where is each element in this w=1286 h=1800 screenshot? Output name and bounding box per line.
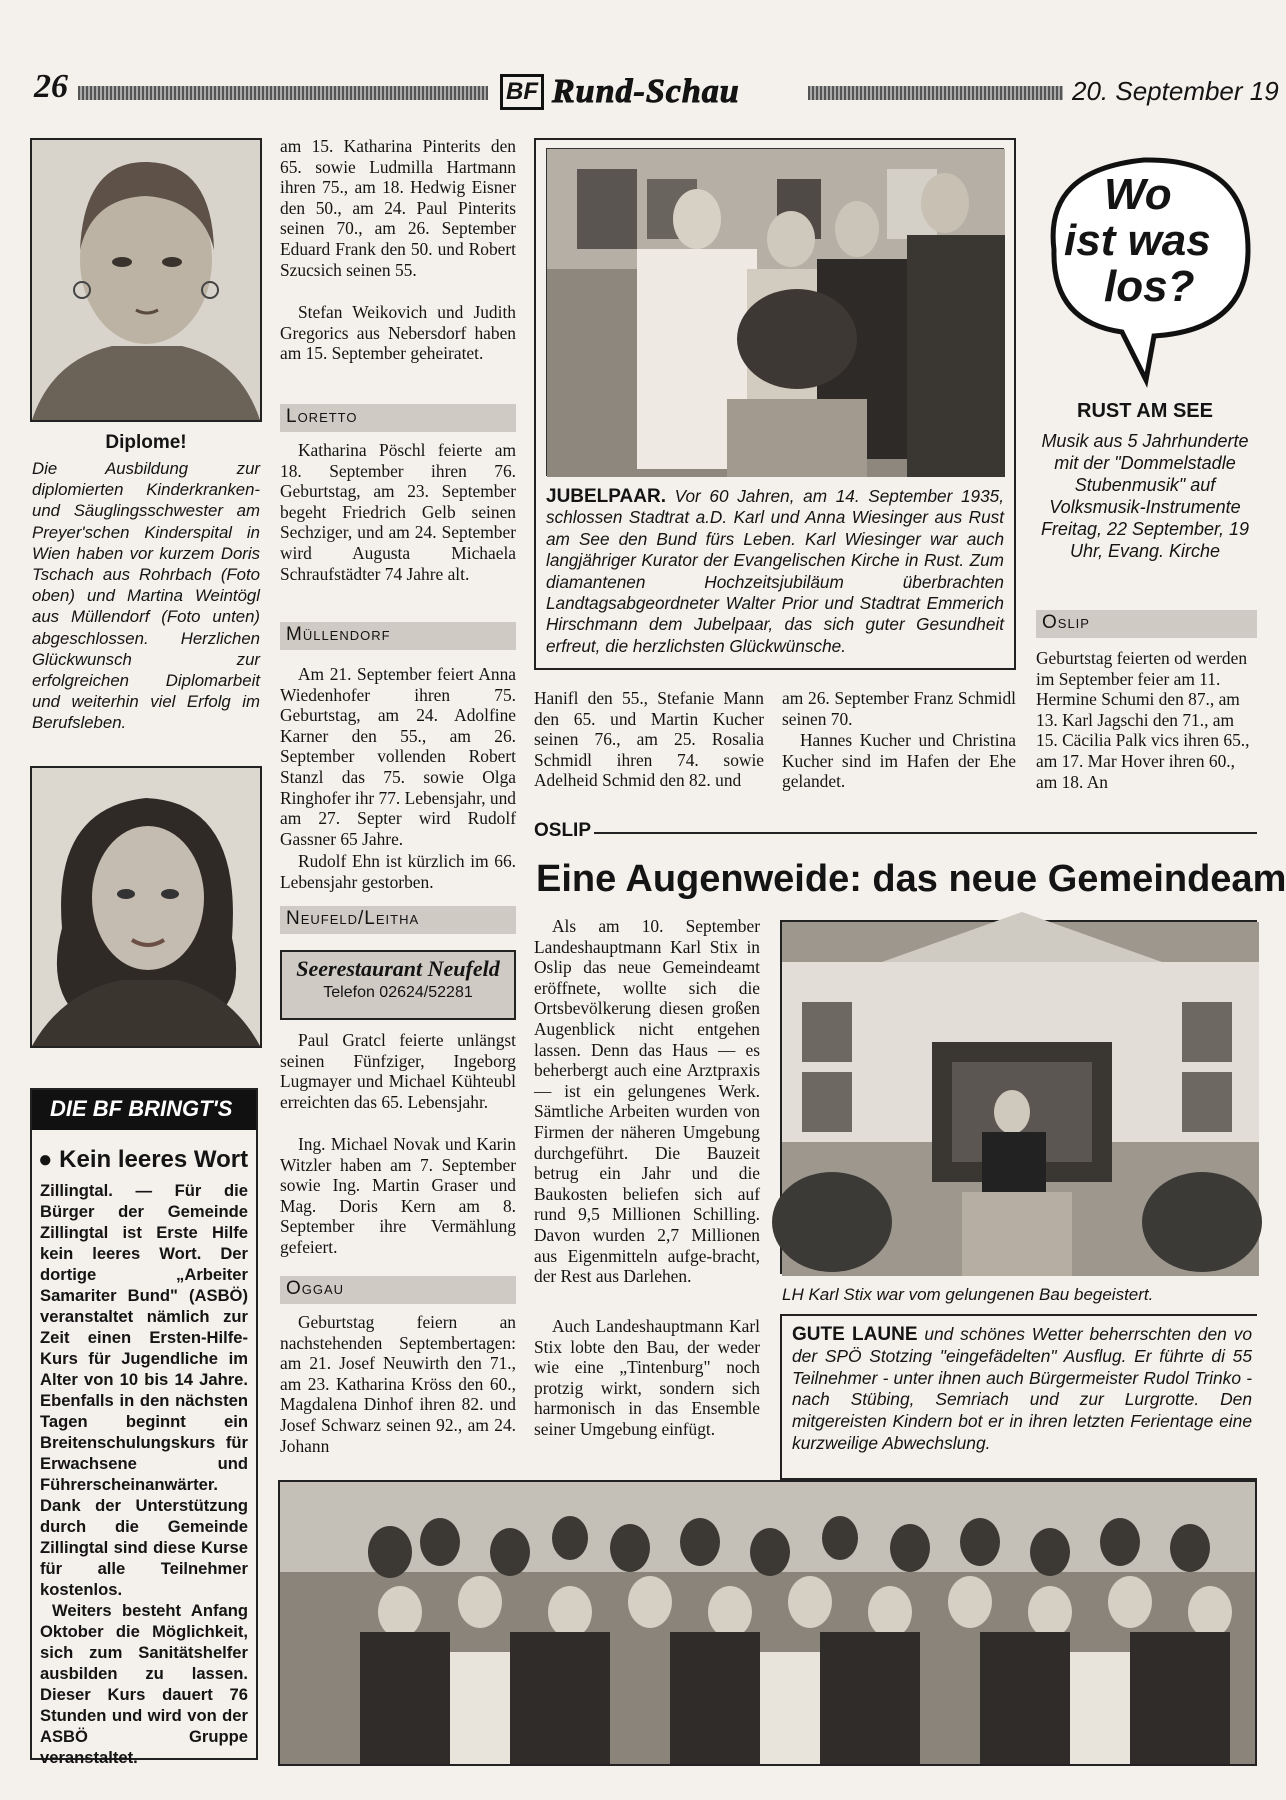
jubelpaar-box: [534, 138, 1016, 670]
bf-logo-box: BF: [500, 74, 544, 110]
neufeld-text-2: Ing. Michael Novak und Karin Witzler haben am 7. September sowie Ing. Martin Graser und Mag. Doris Kern am 8. September ihre Vermählung gefeiert.: [280, 1134, 516, 1257]
bf-bringts-box: [30, 1088, 258, 1767]
oslip-photo-caption: LH Karl Stix war vom gelungenen Bau begeistert.: [782, 1285, 1154, 1304]
muellendorf-text: Am 21. September feiert Anna Wiedenhofer ihren 75. Geburtstag, am 24. Adolfine Karner den 55., am 26. September vollenden Robert Stanzl das 75. sowie Olga Ringhofer ihr 77. Lebensjahr, und am 27. Septer wird Rudolf Gassner 65 Jahre.: [280, 664, 516, 849]
ad-title: Seerestaurant Neufeld: [296, 956, 500, 981]
diplome-text: Die Ausbildung zur diplomierten Kinderkranken- und Säuglingsschwester am Preyer'schen Kinderspital in Wien haben vor kurzem Doris Tschach aus Rohrbach (Foto oben) und Martina Weintögl aus Müllendorf (Foto unten) abgeschlossen. Herzlichen Glückwunsch zur erfolgreichen Diplomarbeit und weiterhin viel Erfolg im Berufsleben.: [32, 459, 260, 733]
bf-bringts-text: Zillingtal. — Für die Bürger der Gemeinde Zillingtal ist Erste Hilfe kein leeres Wort. Der dortige „Arbeiter Samariter Bund" (ASBÖ) veranstaltet nämlich zur Zeit einen Ersten-Hilfe-Kurs für Jugendliche im Alter von 10 bis 14 Jahre. Ebenfalls in den nächsten Tagen beginnt ein Breitenschulungskurs für Erwachsene und Führerscheinanwärter. Dank der Unterstützung durch die Gemeinde Zillingtal sind diese Kurse für alle Teilnehmer kostenlos.: [40, 1181, 248, 1599]
gute-laune-label: GUTE LAUNE: [792, 1324, 918, 1345]
header-rule-right: [808, 86, 1063, 100]
oslip-birthdays-cont-right: am 26. September Franz Schmidl seinen 70.: [782, 688, 1016, 729]
section-head-oggau: Oggau: [280, 1276, 516, 1304]
wo-ist-was-los-bubble: [1034, 140, 1256, 370]
issue-date: 20. September 19: [1072, 76, 1279, 106]
diplome-title: Diplome!: [105, 432, 187, 453]
page-number: 26: [34, 68, 68, 105]
oslip-article-text: Als am 10. September Landeshauptmann Karl Stix in Oslip das neue Gemeindeamt eröffnete, wollte sich die Ortsbevölkerung diesen großen Augenblick nicht entgehen lassen. Denn das Haus — es beherbergt auch eine Arztpraxis — ist ein gelungenes Werk. Sämtliche Arbeiten wurden von Firmen der näheren Umgebung durchgeführt. Die Bauzeit betrug ein Jahr und die Baukosten beliefen sich auf rund 9,5 Millionen Schilling. Davon wurden 2,7 Millionen aus Eigenmitteln aufge-bracht, der Rest aus Darlehen.: [534, 916, 760, 1287]
jubelpaar-caption: [546, 486, 1004, 657]
rust-am-see-text: Musik aus 5 Jahrhunderte mit der "Dommelstadle Stubenmusik" auf Volksmusik-Instrumente Freitag, 22 September, 19 Uhr, Evang. Kirche: [1040, 431, 1250, 561]
oslip-birthdays-right: Geburtstag feierten od werden im September feier am 11. Hermine Schumi den 87., am 13. Karl Jagschi den 71., am 15. Cäcilia Palk vics ihren 65., am 17. Mar Hover ihren 60., am 18. An: [1036, 648, 1250, 792]
portrait-photo-2: [30, 766, 262, 1048]
oslip-article-text-2: Auch Landeshauptmann Karl Stix lobte den Bau, der weder wie eine „Tintenburg" noch protzig wirkt, sondern sich harmonisch in das Ensemble seiner Umgebung einfügt.: [534, 1316, 760, 1439]
portrait-photo-1: [30, 138, 262, 422]
group-photo: [278, 1480, 1257, 1766]
gute-laune-body: und schönes Wetter beherrschten den vo der SPÖ Stotzing "eingefädelten" Ausflug. Er führte di 55 Teilnehmer - unter ihnen auch Bürgermeister Rudol Trinko - nach Stübing, Semriach und zur Lurgrotte. Den mitgereisten Kindern bot er in ihren letzten Ferientage eine kurzweilige Abwechslung.: [792, 1324, 1252, 1453]
gute-laune-text: [792, 1324, 1252, 1455]
section-head-neufeld: Neufeld/Leitha: [280, 906, 516, 934]
oslip-photo-stix: [780, 920, 1257, 1274]
bf-bringts-text-2: Weiters besteht Anfang Oktober die Möglichkeit, sich zum Sanitätshelfer ausbilden zu lassen. Dieser Kurs dauert 76 Stunden und wird von der ASBÖ Gruppe veranstaltet.: [40, 1601, 248, 1767]
ad-seerestaurant-neufeld: [280, 950, 516, 1020]
masthead-logo: [500, 72, 740, 112]
wedding-kucher: Hannes Kucher und Christina Kucher sind im Hafen der Ehe gelandet.: [782, 730, 1016, 792]
rundschau-logo-text: Rund-Schau: [552, 73, 740, 110]
bubble-line-3: los?: [1104, 262, 1195, 311]
muellendorf-text-2: Rudolf Ehn ist kürzlich im 66. Lebensjahr gestorben.: [280, 851, 516, 892]
bf-bringts-heading: ● Kein leeres Wort: [38, 1146, 249, 1173]
neufeld-text: Paul Gratcl feierte unlängst seinen Fünfziger, Ingeborg Lugmayer und Michael Kühteubl erreichten das 65. Lebensjahr.: [280, 1030, 516, 1112]
wedding-nebersdorf: Stefan Weikovich und Judith Gregorics aus Nebersdorf haben am 15. September geheiratet.: [280, 302, 516, 364]
oggau-text: Geburtstag feiern an nachstehenden Septembertagen: am 21. Josef Neuwirth den 71., am 23. Katharina Kröss den 60., Magdalena Dinhof ihren 82. und Josef Schwarz seinen 92., am 24. Johann: [280, 1312, 516, 1456]
rust-am-see-head: RUST AM SEE: [1077, 400, 1213, 422]
section-head-muellendorf: Müllendorf: [280, 622, 516, 650]
oslip-birthdays-cont-left: Hanifl den 55., Stefanie Mann den 65. und Martin Kucher seinen 76., am 25. Rosalia Schmidl ihren 74. sowie Adelheid Schmid den 82. und: [534, 688, 764, 791]
section-head-loretto: Loretto: [280, 404, 516, 432]
bf-bringts-title: DIE BF BRINGT'S: [32, 1090, 256, 1130]
section-head-oslip-right: Oslip: [1036, 610, 1257, 638]
oslip-rule: [594, 832, 1257, 834]
header-rule-left: [78, 86, 488, 100]
jubelpaar-text: Vor 60 Jahren, am 14. September 1935, schlossen Stadtrat a.D. Karl und Anna Wiesinger aus Rust am See den Bund fürs Leben. Karl Wiesinger war auch langjähriger Kurator der Evangelischen Kirche in Rust. Zum diamantenen Hochzeitsjubiläum überbrachten Landtagsabgeordneter Walter Prior und Stadtrat Emmerich Hirschmann dem Jubelpaar, das sich guter Gesundheit erfreut, die herzlichsten Glückwünsche.: [546, 486, 1004, 656]
oslip-label: OSLIP: [534, 820, 592, 841]
jubelpaar-photo: [546, 148, 1004, 476]
bubble-line-2: ist was: [1064, 216, 1211, 265]
loretto-text: Katharina Pöschl feierte am 18. September ihren 76. Geburtstag, am 23. September begeht Friedrich Gelb seinen Sechziger, und am 24. September wird Augusta Michaela Schraufstädter 74 Jahre alt.: [280, 440, 516, 584]
birthday-continuation: am 15. Katharina Pinterits den 65. sowie Ludmilla Hartmann ihren 75., am 18. Hedwig Eisner den 50., am 24. Paul Pinterits seinen 70., am 26. September Eduard Frank den 50. und Robert Szucsich seinen 55.: [280, 136, 516, 280]
gute-laune-box: [780, 1314, 1257, 1480]
oslip-headline: Eine Augenweide: das neue Gemeindeam: [536, 858, 1286, 900]
jubelpaar-label: JUBELPAAR.: [546, 486, 666, 507]
ad-phone: Telefon 02624/52281: [323, 984, 473, 1001]
bubble-line-1: Wo: [1104, 170, 1172, 219]
